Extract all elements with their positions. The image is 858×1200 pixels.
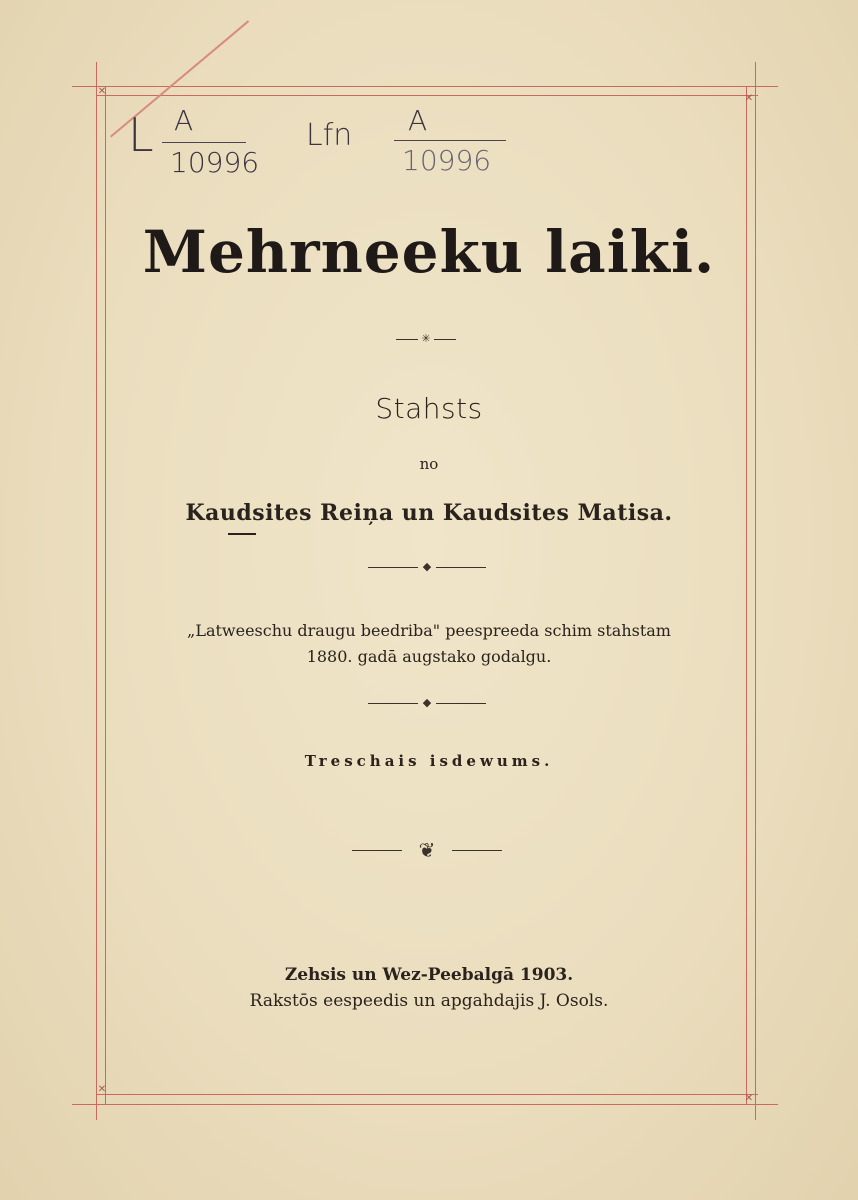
frame-corner-icon: ✕ (97, 1084, 107, 1095)
page-title: Mehrneeku laiki. (142, 218, 716, 286)
frame-corner-icon: ✕ (744, 1093, 754, 1104)
connector-word: no (419, 455, 439, 473)
frame-top-outer (72, 86, 778, 87)
prize-line-1: „Latweeschu draugu beedriba" peespreeda schim stahstam (187, 621, 671, 640)
ornament-divider (368, 698, 486, 708)
shelfmark-left-top: A (174, 104, 194, 137)
frame-top-inner (96, 95, 758, 96)
prize-note (0, 618, 858, 670)
frame-bottom-outer (72, 1104, 778, 1105)
ornament-divider (396, 334, 456, 344)
imprint-line-2: Rakstōs eespeedis un apgahdajis J. Osols. (249, 991, 609, 1011)
shelfmark-left-bottom: 10996 (170, 146, 260, 179)
diamond-icon: ◆ (422, 696, 432, 709)
ornament-icon: ✳ (421, 332, 431, 345)
shelfmark-right-bottom: 10996 (402, 144, 492, 177)
edition-label: Treschais isdewums. (304, 752, 554, 770)
imprint (0, 962, 858, 1014)
ornament-divider (368, 562, 486, 572)
floral-ornament-icon: ❦ (418, 838, 436, 862)
diamond-icon: ◆ (422, 560, 432, 573)
shelfmark-right (306, 104, 516, 188)
shelfmark-left (122, 104, 272, 188)
shelfmark-right-prefix: Lfn (306, 118, 353, 153)
imprint-line-1: Zehsis un Wez-Peebalgā 1903. (284, 965, 574, 985)
subtitle: Stahsts (375, 392, 483, 425)
ornament-divider-large (352, 840, 502, 860)
authors: Kaudsites Reiņa un Kaudsites Matisa. (185, 500, 673, 526)
shelfmark-left-prefix: L (128, 108, 154, 162)
prize-line-2: 1880. gadā augstako godalgu. (306, 647, 552, 666)
frame-corner-icon: ✕ (744, 93, 754, 104)
shelfmark-right-top: A (408, 104, 428, 137)
frame-bottom-inner (96, 1094, 758, 1095)
frame-corner-icon: ✕ (97, 86, 107, 97)
author-underline (228, 533, 256, 535)
